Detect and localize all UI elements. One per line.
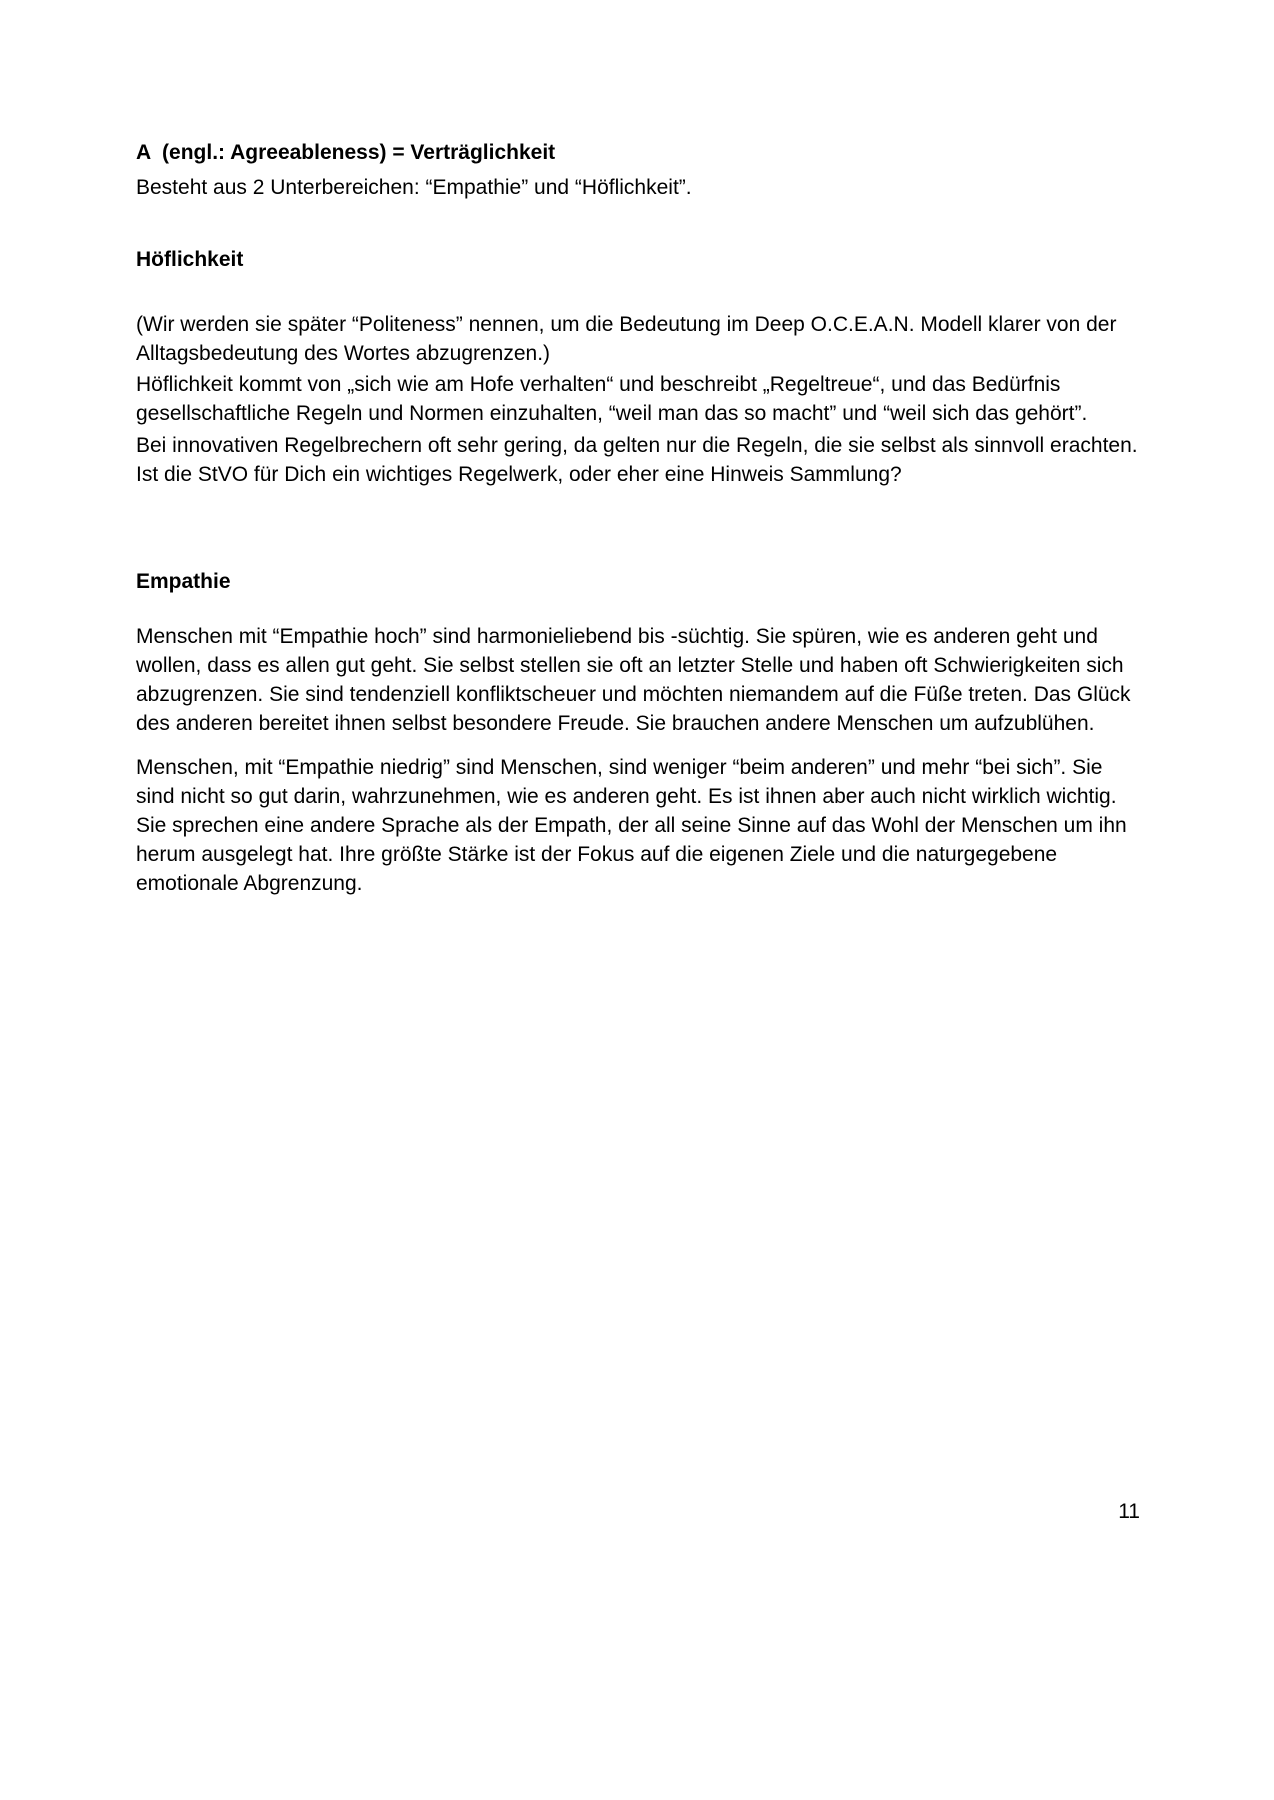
paragraph-politeness-note: (Wir werden sie später “Politeness” nennen, um die Bedeutung im Deep O.C.E.A.N. Modell klarer von der Alltagsbedeutung des Wortes abzugrenzen.) (136, 313, 1117, 365)
paragraph-subareas-intro: Besteht aus 2 Unterbereichen: “Empathie” und “Höflichkeit”. (136, 176, 692, 199)
page-content (0, 0, 1274, 898)
page-number: 11 (1118, 1500, 1140, 1523)
section-heading-empathie: Empathie (136, 570, 231, 593)
paragraph-hoeflichkeit-definition: Höflichkeit kommt von „sich wie am Hofe verhalten“ und beschreibt „Regeltreue“, und das Bedürfnis gesellschaftliche Regeln und Normen einzuhalten, “weil man das so macht” und “weil sich das gehört”. (136, 373, 1088, 425)
paragraph-regelbrecher: Bei innovativen Regelbrechern oft sehr gering, da gelten nur die Regeln, die sie selbst als sinnvoll erachten. Ist die StVO für Dich ein wichtiges Regelwerk, oder eher eine Hinweis Sammlung? (136, 434, 1138, 486)
section-heading-agreeableness: A (engl.: Agreeableness) = Verträglichkeit (136, 141, 556, 164)
paragraph-empathie-hoch: Menschen mit “Empathie hoch” sind harmonieliebend bis -süchtig. Sie spüren, wie es anderen geht und wollen, dass es allen gut geht. Sie selbst stellen sie oft an letzter Stelle und haben oft Schwierigkeiten sich abzugrenzen. Sie sind tendenziell konfliktscheuer und möchten niemandem auf die Füße treten. Das Glück des anderen bereitet ihnen selbst besondere Freude. Sie brauchen andere Menschen um aufzublühen. (136, 625, 1131, 735)
section-heading-hoeflichkeit: Höflichkeit (136, 248, 244, 271)
paragraph-empathie-niedrig: Menschen, mit “Empathie niedrig” sind Menschen, sind weniger “beim anderen” und mehr “bei sich”. Sie sind nicht so gut darin, wahrzunehmen, wie es anderen geht. Es ist ihnen aber auch nicht wirklich wichtig. Sie sprechen eine andere Sprache als der Empath, der all seine Sinne auf das Wohl der Menschen um ihn herum ausgelegt hat. Ihre größte Stärke ist der Fokus auf die eigenen Ziele und die naturgegebene emotionale Abgrenzung. (136, 756, 1127, 895)
